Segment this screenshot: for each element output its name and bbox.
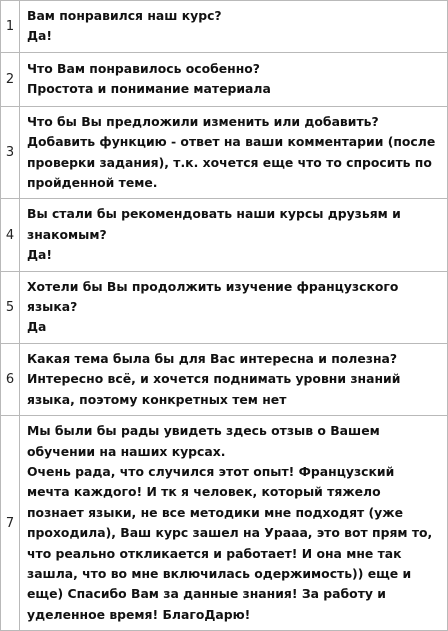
table-row bbox=[1, 106, 448, 199]
question-text: Какая тема была бы для Вас интересна и полезна? bbox=[27, 350, 398, 366]
table-row bbox=[1, 52, 448, 106]
answer-text: Очень рада, что случился этот опыт! Французский мечта каждого! И тк я человек, который тяжело познает языки, не все методики мне подходят (уже проходила), Ваш курс зашел на Урааа, это вот прям то, что реально откликается и работает! И она мне так зашла, что во мне включилась одержимость)) еще и еще) Спасибо Вам за данные знания! За работу и уделенное время! БлагоДарю! bbox=[27, 463, 437, 622]
row-number: 3 bbox=[1, 106, 20, 199]
row-number: 4 bbox=[1, 199, 20, 271]
row-content bbox=[20, 416, 448, 631]
row-number: 1 bbox=[1, 1, 20, 53]
question-text: Вам понравился наш курс? bbox=[27, 8, 222, 23]
row-content bbox=[20, 271, 448, 343]
question-text: Что бы Вы предложили изменить или добавить? bbox=[27, 113, 379, 129]
answer-text: Интересно всё, и хочется поднимать уровни знаний языка, поэтому конкретных тем нет bbox=[27, 371, 405, 407]
question-text: Вы стали бы рекомендовать наши курсы друзьям и знакомым? bbox=[27, 206, 406, 242]
row-number: 5 bbox=[1, 271, 20, 343]
table-row bbox=[1, 1, 448, 53]
table-row bbox=[1, 343, 448, 415]
table-row bbox=[1, 199, 448, 271]
row-content bbox=[20, 343, 448, 415]
question-text: Хотели бы Вы продолжить изучение французского языка? bbox=[27, 278, 403, 315]
row-content bbox=[20, 1, 448, 53]
question-text: Мы были бы рады увидеть здесь отзыв о Вашем обучении на наших курсах. bbox=[27, 423, 385, 459]
answer-text: Да bbox=[27, 319, 47, 335]
row-content bbox=[20, 52, 448, 106]
row-content bbox=[20, 106, 448, 199]
answer-text: Да! bbox=[27, 28, 53, 44]
row-content bbox=[20, 199, 448, 271]
row-number: 7 bbox=[1, 416, 20, 631]
row-number: 6 bbox=[1, 343, 20, 415]
table-row bbox=[1, 416, 448, 631]
row-number: 2 bbox=[1, 52, 20, 106]
answer-text: Да! bbox=[27, 247, 53, 263]
answer-text: Простота и понимание материала bbox=[27, 81, 271, 97]
table-row bbox=[1, 271, 448, 343]
answer-text: Добавить функцию - ответ на ваши комментарии (после проверки задания), т.к. хочется еще что то спросить по пройденной теме. bbox=[27, 134, 440, 191]
question-text: Что Вам понравилось особенно? bbox=[27, 60, 260, 76]
